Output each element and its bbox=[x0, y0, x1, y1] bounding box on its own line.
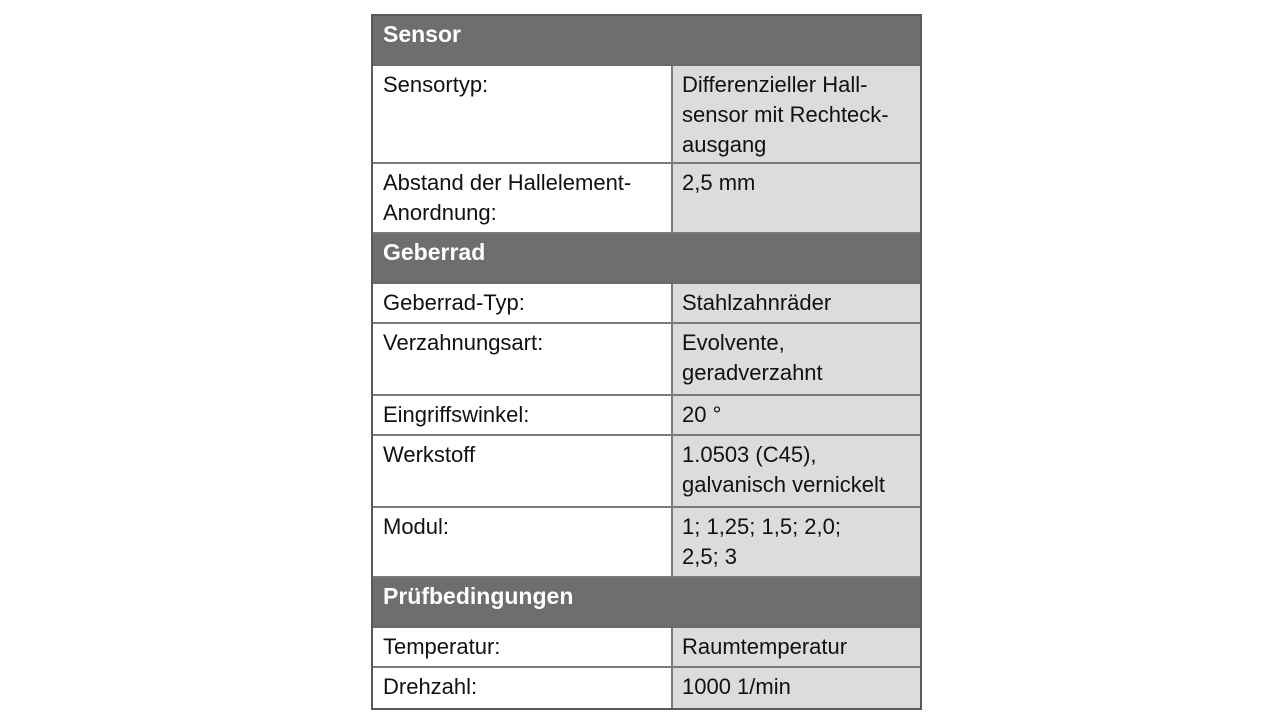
row-label: Drehzahl: bbox=[373, 668, 673, 708]
row-label: Verzahnungsart: bbox=[373, 324, 673, 394]
row-value: 1000 1/min bbox=[673, 668, 920, 708]
row-label: Eingriffswinkel: bbox=[373, 396, 673, 434]
row-value: 2,5 mm bbox=[673, 164, 920, 232]
table-row bbox=[373, 164, 920, 234]
table-row bbox=[373, 284, 920, 324]
table-row bbox=[373, 396, 920, 436]
table-row bbox=[373, 668, 920, 708]
row-value: 20 ° bbox=[673, 396, 920, 434]
spec-table bbox=[371, 14, 922, 710]
row-value: Raumtemperatur bbox=[673, 628, 920, 666]
row-value: 1.0503 (C45), galvanisch vernickelt bbox=[673, 436, 920, 506]
row-value: 1; 1,25; 1,5; 2,0; 2,5; 3 bbox=[673, 508, 920, 576]
section-header-pruefbedingungen: Prüfbedingungen bbox=[373, 578, 920, 628]
row-label: Werkstoff bbox=[373, 436, 673, 506]
row-label: Sensortyp: bbox=[373, 66, 673, 162]
table-row bbox=[373, 324, 920, 396]
section-header-sensor: Sensor bbox=[373, 16, 920, 66]
table-row bbox=[373, 628, 920, 668]
table-row bbox=[373, 436, 920, 508]
row-label: Abstand der Hallelement- Anordnung: bbox=[373, 164, 673, 232]
section-header-geberrad: Geberrad bbox=[373, 234, 920, 284]
row-value: Differenzieller Hall- sensor mit Rechteck- ausgang bbox=[673, 66, 920, 162]
table-row bbox=[373, 66, 920, 164]
row-label: Geberrad-Typ: bbox=[373, 284, 673, 322]
row-value: Evolvente, geradverzahnt bbox=[673, 324, 920, 394]
table-row bbox=[373, 508, 920, 578]
row-value: Stahlzahnräder bbox=[673, 284, 920, 322]
row-label: Modul: bbox=[373, 508, 673, 576]
row-label: Temperatur: bbox=[373, 628, 673, 666]
